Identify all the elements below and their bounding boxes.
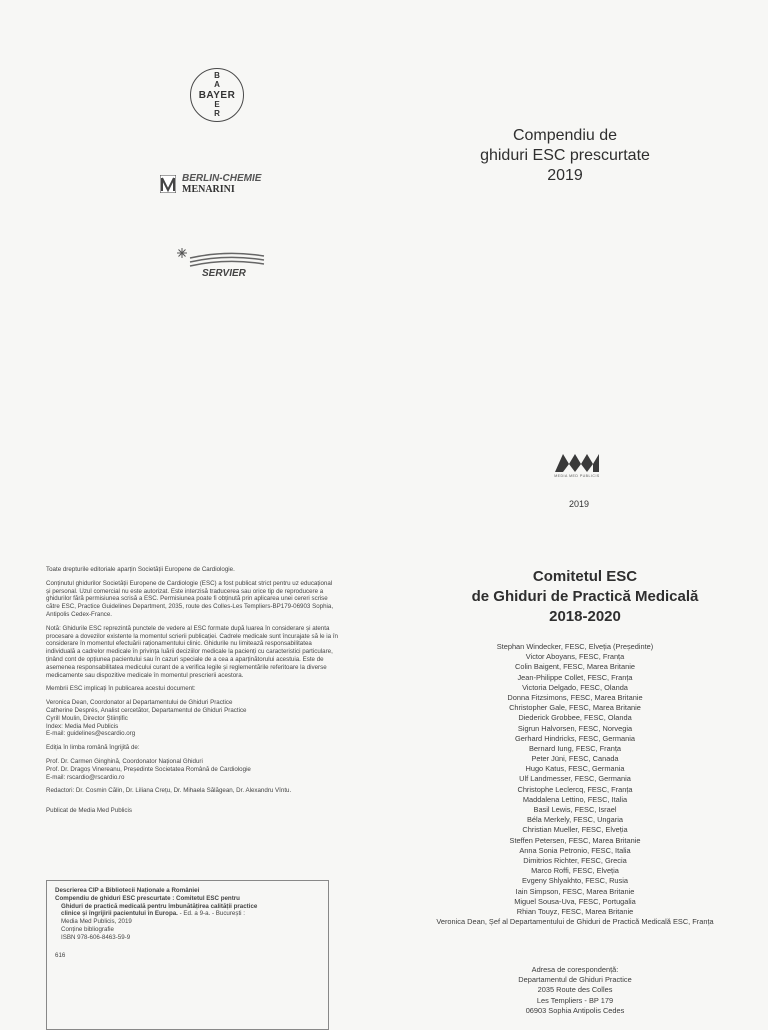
romanian-edition-heading: Ediția în limba română îngrijită de: bbox=[46, 744, 140, 752]
committee-title-line: 2018-2020 bbox=[549, 608, 621, 625]
address-line: Les Templiers - BP 179 bbox=[536, 995, 614, 1005]
berlin-chemie-mark-icon bbox=[160, 175, 176, 193]
bayer-letter: E bbox=[214, 100, 220, 109]
servier-name: SERVIER bbox=[202, 268, 246, 279]
servier-logo bbox=[176, 246, 266, 282]
cip-isbn: ISBN 978-606-8463-59-9 bbox=[61, 933, 131, 941]
esc-member: Veronica Dean, Coordonator al Departamentului de Ghiduri Practice bbox=[46, 699, 233, 707]
publisher-year: 2019 bbox=[568, 499, 590, 509]
committee-member: Sigrun Halvorsen, FESC, Norvegia bbox=[517, 723, 633, 733]
romanian-editor: Prof. Dr. Dragoș Vinereanu, Președinte Societatea Română de Cardiologie bbox=[46, 765, 251, 773]
published-by-text: Publicat de Media Med Publicis bbox=[46, 807, 132, 815]
committee-member: Jean-Philippe Collet, FESC, Franța bbox=[517, 672, 633, 682]
redactors-text: Redactori: Dr. Cosmin Călin, Dr. Liliana Crețu, Dr. Mihaela Sălăgean, Dr. Alexandru Vîntu. bbox=[46, 787, 292, 795]
rights-text: Toate drepturile editoriale aparțin Societății Europene de Cardiologie. bbox=[46, 566, 235, 573]
romanian-editor: Prof. Dr. Carmen Ginghină, Coordonator Național Ghiduri bbox=[46, 757, 203, 765]
address-line: 06903 Sophia Antipolis Cedes bbox=[525, 1005, 625, 1015]
committee-member: Béla Merkely, FESC, Ungaria bbox=[527, 815, 623, 825]
publisher-mark-icon bbox=[553, 450, 601, 474]
committee-member: Diederick Grobbee, FESC, Olanda bbox=[518, 713, 632, 723]
committee-member: Rhian Touyz, FESC, Marea Britanie bbox=[516, 906, 634, 916]
committee-member: Marco Roffi, FESC, Elveția bbox=[531, 866, 619, 876]
cover-title-line: 2019 bbox=[547, 167, 583, 184]
cover-title bbox=[455, 126, 675, 186]
cip-edition: - Ed. a 9-a. - București : bbox=[179, 910, 245, 918]
committee-member: Victoria Delgado, FESC, Olanda bbox=[522, 682, 628, 692]
publisher-subtitle: MEDIA MED PUBLICIS bbox=[554, 474, 600, 478]
bayer-letter: B bbox=[214, 71, 220, 80]
cip-class-number: 616 bbox=[55, 951, 66, 959]
cover-title-line: Compendiu de bbox=[512, 127, 618, 144]
berlin-chemie-name: BERLIN-CHEMIE bbox=[182, 173, 262, 184]
address-line: Departamentul de Ghiduri Practice bbox=[518, 975, 632, 985]
committee-member: Evgeny Shlyakhto, FESC, Rusia bbox=[522, 876, 628, 886]
committee-title-line: Comitetul ESC bbox=[532, 568, 638, 585]
committee-member: Colin Baigent, FESC, Marea Britanie bbox=[515, 662, 635, 672]
cip-title: Compendiu de ghiduri ESC prescurtate : Comitetul ESC pentru bbox=[55, 894, 240, 902]
esc-member: Index: Media Med Publicis bbox=[46, 722, 119, 730]
committee-member: Dimitrios Richter, FESC, Grecia bbox=[523, 855, 627, 865]
committee-member: Stephan Windecker, FESC, Elveția (Președinte) bbox=[496, 642, 654, 651]
media-med-publicis-logo bbox=[553, 450, 601, 486]
cip-title: clinice și îngrijirii pacientului în Europa. bbox=[61, 910, 178, 918]
committee-member: Victor Aboyans, FESC, Franța bbox=[525, 652, 625, 662]
bayer-logo bbox=[190, 68, 244, 122]
committee-member: Donna Fitzsimons, FESC, Marea Britanie bbox=[507, 692, 643, 702]
cip-description-box bbox=[46, 880, 329, 1030]
address-line: 2035 Route des Colles bbox=[537, 985, 613, 995]
committee-title-line: de Ghiduri de Practică Medicală bbox=[471, 588, 699, 605]
bayer-letter: A bbox=[214, 80, 220, 89]
romanian-editor: E-mail: rscardio@rscardio.ro bbox=[46, 773, 125, 781]
committee-member: Miguel Sousa-Uva, FESC, Portugalia bbox=[514, 896, 636, 906]
content-paragraph: Conținutul ghidurilor Societății Europene de Cardiologie (ESC) a fost publicat strict pentru uz educațional și personal. Uzul comercial nu este autorizat. Este interzisă traducerea sau orice tip de reproducere a ghidurilor fără permisiunea scrisă a ESC. Permisiunea poate fi obținută prin aplicarea unei cereri scrise către ESC, Practice Guidelines Department, 2035, route des Colles-Les Templiers-BP179-06903 Sophia, Antipolis Cedex-France. bbox=[46, 579, 334, 618]
committee-member: Basil Lewis, FESC, Israel bbox=[533, 805, 617, 814]
esc-member: E-mail: guidelines@escardio.org bbox=[46, 730, 136, 738]
members-heading: Membrii ESC implicați în publicarea acestui document: bbox=[46, 685, 196, 693]
bayer-letter: R bbox=[214, 109, 220, 118]
cover-title-line: ghiduri ESC prescurtate bbox=[480, 147, 650, 164]
bayer-wordmark: BAYER bbox=[198, 90, 236, 101]
cip-bibliography: Conține bibliografie bbox=[61, 925, 114, 933]
committee-member: Ulf Landmesser, FESC, Germania bbox=[519, 774, 631, 784]
menarini-name: MENARINI bbox=[182, 184, 235, 195]
committee-member: Steffen Petersen, FESC, Marea Britanie bbox=[509, 835, 641, 845]
committee-member: Christian Mueller, FESC, Elveția bbox=[522, 825, 628, 835]
committee-member: Peter Jüni, FESC, Canada bbox=[531, 754, 619, 764]
committee-member: Maddalena Lettino, FESC, Italia bbox=[522, 794, 628, 804]
committee-member: Veronica Dean, Șef al Departamentului de Ghiduri de Practică Medicală ESC, Franța bbox=[436, 917, 714, 927]
esc-member: Catherine Després, Analist cercetător, Departamentul de Ghiduri Practice bbox=[46, 706, 247, 714]
servier-swoosh-icon bbox=[176, 246, 266, 270]
esc-member: Cyrill Moulin, Director Științific bbox=[46, 714, 128, 722]
legal-notice bbox=[46, 566, 338, 821]
committee-member-list bbox=[410, 642, 740, 927]
address-line: Adresa de corespondență: bbox=[531, 965, 619, 974]
committee-member: Christopher Gale, FESC, Marea Britanie bbox=[509, 703, 641, 713]
note-paragraph: Notă: Ghidurile ESC reprezintă punctele de vedere al ESC formate după luarea în considerare și atenta procesare a dovezilor existente la momentul scrierii publicației. Cadrele medicale sunt încurajate să le ia în considerare în momentul efectuării raționamentului clinic. Ghidurile nu limitează responsabilitatea individuală a cadrelor medicale în privința luării deciziilor medicale la pacienți cu caracteristici particulare, ținând cont de opțiunea pacientului sau în cazuri speciale de a cea a aparținătorului acestuia. Este de asemenea responsabilitatea medicului curant de a verifica legile și reglementările referitoare la diverse medicamente sau dispozitive medicale în momentul prescrierii acestora. bbox=[46, 624, 338, 679]
committee-title bbox=[430, 567, 740, 627]
cip-title: Ghiduri de practică medicală pentru îmbunătățirea calității practice bbox=[61, 902, 258, 910]
committee-member: Gerhard Hindricks, FESC, Germania bbox=[515, 733, 635, 743]
correspondence-address bbox=[480, 965, 670, 1016]
cip-publisher: Media Med Publicis, 2019 bbox=[61, 918, 132, 926]
cip-heading: Descrierea CIP a Bibliotecii Naționale a României bbox=[55, 887, 200, 894]
committee-member: Iain Simpson, FESC, Marea Britanie bbox=[515, 886, 635, 896]
committee-member: Bernard Iung, FESC, Franța bbox=[528, 743, 621, 753]
committee-member: Christophe Leclercq, FESC, Franța bbox=[517, 784, 633, 794]
committee-member: Anna Sonia Petronio, FESC, Italia bbox=[519, 845, 631, 855]
committee-member: Hugo Katus, FESC, Germania bbox=[525, 764, 625, 774]
